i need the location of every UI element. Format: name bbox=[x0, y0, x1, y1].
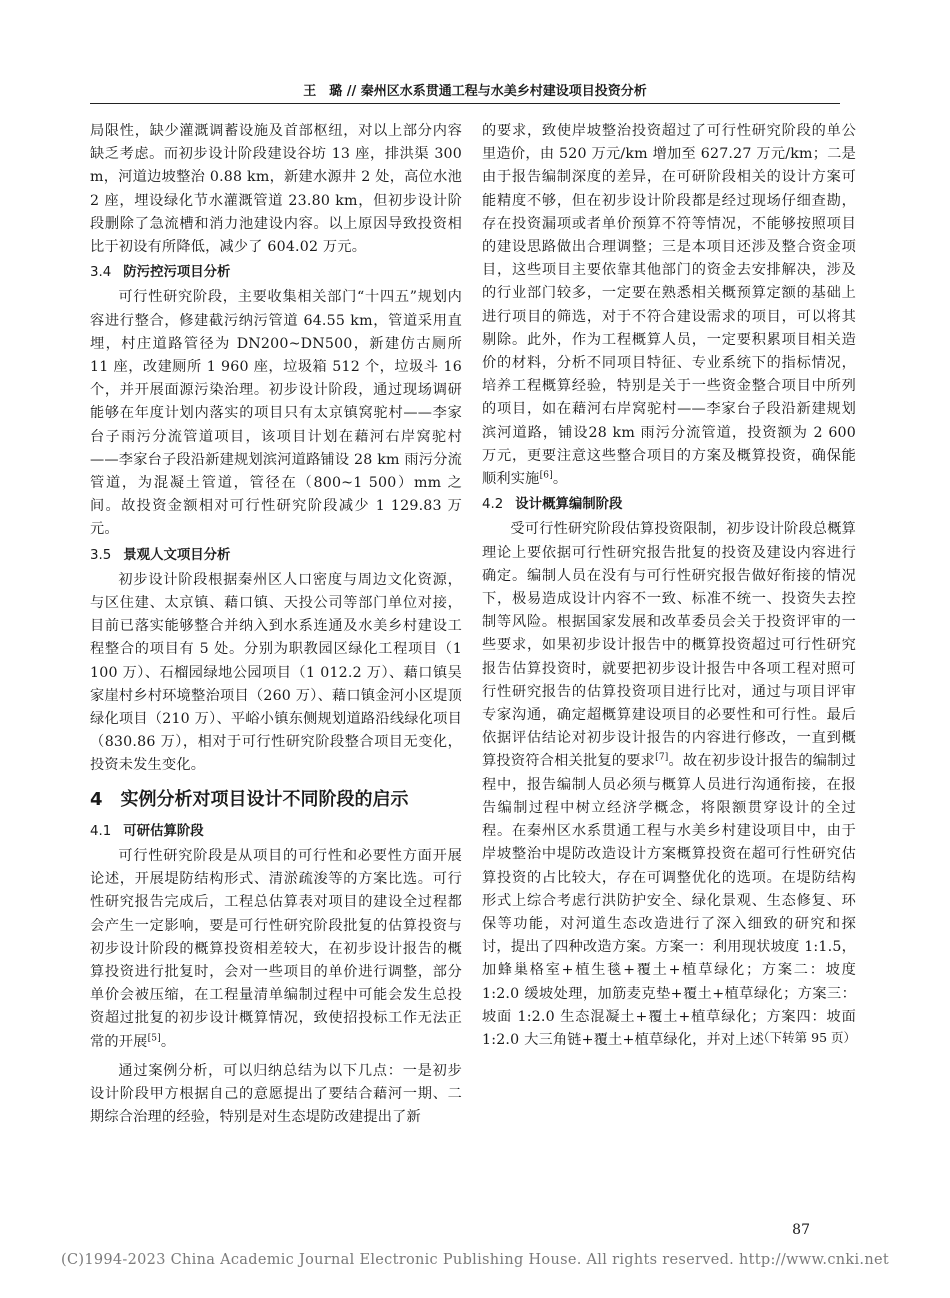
header-rule bbox=[90, 103, 840, 104]
section-title: 设计概算编制阶段 bbox=[515, 497, 623, 513]
section-number: 4.2 bbox=[482, 497, 504, 513]
section-number: 4.1 bbox=[90, 823, 112, 839]
section-title: 景观人文项目分析 bbox=[123, 547, 231, 563]
paragraph: 通过案例分析，可以归纳总结为以下几点：一是初步设计阶段甲方根据自己的意愿提出了要结合藉河一期、二期综合治理的经验，特别是对生态堤防改建提出了新 bbox=[90, 1062, 462, 1126]
section-heading-3-4 bbox=[90, 261, 462, 284]
section-heading-3-5 bbox=[90, 544, 462, 567]
paragraph-text: 受可行性研究阶段估算投资限制，初步设计阶段总概算理论上要依据可行性研究报告批复的投资及建设内容进行确定。编制人员在没有与可行性研究报告做好衔接的情况下，极易造成设计内容不一致、标准不统一、投资失去控制等风险。根据国家发展和改革委员会关于投资评审的一些要求，如果初步设计报告中的概算投资超过可行性研究报告估算投资时，就要把初步设计报告中各项工程对照可行性研究报告的估算投资项目进行比对，通过与项目评审专家沟通，确定超概算建设项目的必要性和可行性。最后依据评估结论对初步设计报告的内容进行修改，一直到概算投资符合相关批复的要求 bbox=[482, 521, 856, 770]
page-number: 87 bbox=[792, 1222, 810, 1238]
copyright-footer: (C)1994-2023 China Academic Journal Electronic Publishing House. All rights reserved. http://www.cnki.net bbox=[61, 1252, 889, 1268]
paragraph-text-end: 。故在初步设计报告的编制过程中，报告编制人员必须与概算人员进行沟通衔接，在报告编制过程中树立经济学概念，将限额贯穿设计的全过程。在秦州区水系贯通工程与水美乡村建设项目中，由于岸坡整治中堤防改造设计方案概算投资在超可行性研究估算投资的占比较大，存在可调整优化的选项。在堤防结构形式上综合考虑行洪防护安全、绿化景观、生态修复、环保等功能，对河道生态改造进行了深入细致的研究和探讨，提出了四种改造方案。方案一：利用现状坡度 1:1.5，加蜂巢格室+植生毯+覆土+植草绿化；方案二：坡度 1:2.0 缓坡处理，加筋麦克垫+覆土+植草绿化；方案三：坡面 1:2.0 生态混凝土+覆土+植草绿化；方案四：坡面 1:2.0 大三角链+覆土+植草绿化，并对上述 bbox=[482, 753, 856, 1048]
citation: [5] bbox=[147, 1032, 161, 1043]
paragraph: 可行性研究阶段，主要收集相关部门“十四五”规划内容进行整合，修建截污纳污管道 64.55 km，管道采用直埋，村庄道路管径为 DN200~DN500，新建仿古厕所 11 座，改建厕所 1 960 座，垃圾箱 512 个，垃圾斗 16 个，并开展面源污染治理。初步设计阶段，通过现场调研能够在年度计划内落实的项目只有太京镇窝驼村——李家台子雨污分流管道项目，该项目计划在藉河右岸窝驼村——李家台子段沿新建规划滨河道路铺设 28 km 雨污分流管道，为混凝土管道，管径在（800~1 500）mm 之间。故投资金额相对可行性研究阶段减少 1 129.83 万元。 bbox=[90, 289, 462, 538]
left-column bbox=[90, 120, 462, 1129]
section-title: 可研估算阶段 bbox=[123, 823, 204, 839]
citation: [7] bbox=[655, 752, 669, 763]
paragraph-text: 可行性研究阶段是从项目的可行性和必要性方面开展论述，开展堤防结构形式、清淤疏浚等的方案比选。可行性研究报告完成后，工程总估算表对项目的建设全过程都会产生一定影响，要是可行性研究阶段批复的估算投资与初步设计阶段的概算投资相差较大，在初步设计报告的概算投资进行批复时，会对一些项目的单价进行调整，部分单价会被压缩，在工程量清单编制过程中可能会发生总投资超过批复的初步设计概算情况，致使招投标工作无法正常的开展 bbox=[90, 847, 462, 1050]
paragraph: 局限性，缺少灌溉调蓄设施及首部枢纽，对以上部分内容缺乏考虑。而初步设计阶段建设谷坊 13 座，排洪渠 300 m，河道边坡整治 0.88 km，新建水源井 2 处，高位水池 2 座，埋设绿化节水灌溉管道 23.80 km，但初步设计阶段删除了急流槽和消力池建设内容。以上原因导致投资相比于初设有所降低，减少了 604.02 万元。 bbox=[90, 123, 462, 256]
chapter-heading-4 bbox=[90, 786, 462, 814]
right-column bbox=[482, 120, 856, 1052]
paragraph-text-end: 。 bbox=[552, 471, 568, 488]
running-header: 王 璐 // 秦州区水系贯通工程与水美乡村建设项目投资分析 bbox=[303, 84, 647, 99]
section-number: 3.5 bbox=[90, 547, 112, 563]
paragraph-text: 的要求，致使岸坡整治投资超过了可行性研究阶段的单公里造价，由 520 万元/km 增加至 627.27 万元/km；二是由于报告编制深度的差异，在可研阶段相关的设计方案可能精度不够，但在初步设计阶段都是经过现场仔细查勘，存在投资漏项或者单价预算不符等情况，不能够按照项目的建设思路做出合理调整；三是本项目还涉及整合资金项目，这些项目主要依靠其他部门的资金去安排解决，涉及的行业部门较多，一定要在熟悉相关概预算定额的基础上进行项目的筛选，对于不符合建设需求的项目，可以将其剔除。此外，作为工程概算人员，一定要积累项目相关造价的材料，分析不同项目特征、专业系统下的指标情况，培养工程概算经验，特别是关于一些资金整合项目中所列的项目，如在藉河右岸窝驼村——李家台子段沿新建规划滨河道路，铺设28 km 雨污分流管道，投资额为 2 600 万元，更要注意这些整合项目的方案及概算投资，确保能顺利实施 bbox=[482, 123, 856, 488]
paragraph bbox=[482, 518, 856, 1052]
citation: [6] bbox=[539, 470, 553, 481]
chapter-title: 实例分析对项目设计不同阶段的启示 bbox=[120, 788, 409, 810]
paragraph-text-end: 。 bbox=[160, 1033, 176, 1050]
section-heading-4-2 bbox=[482, 493, 856, 516]
continued-note: （下转第 95 页） bbox=[757, 1030, 856, 1045]
paragraph: 初步设计阶段根据秦州区人口密度与周边文化资源，与区住建、太京镇、藉口镇、天投公司等部门单位对接，目前已落实能够整合并纳入到水系连通及水美乡村建设工程整合的项目有 5 处。分别为职教园区绿化工程项目（1 100 万）、石榴园绿地公园项目（1 012.2 万）、藉口镇吴家崖村乡村环境整治项目（260 万）、藉口镇金河小区堤顶绿化项目（210 万）、平峪小镇东侧规划道路沿线绿化项目（830.86 万），相对于可行性研究阶段整合项目无变化，投资未发生变化。 bbox=[90, 571, 462, 774]
chapter-number: 4 bbox=[90, 788, 103, 810]
section-heading-4-1 bbox=[90, 820, 462, 843]
section-number: 3.4 bbox=[90, 265, 112, 281]
section-title: 防污控污项目分析 bbox=[123, 265, 231, 281]
paragraph bbox=[90, 845, 462, 1054]
paragraph bbox=[482, 120, 856, 491]
